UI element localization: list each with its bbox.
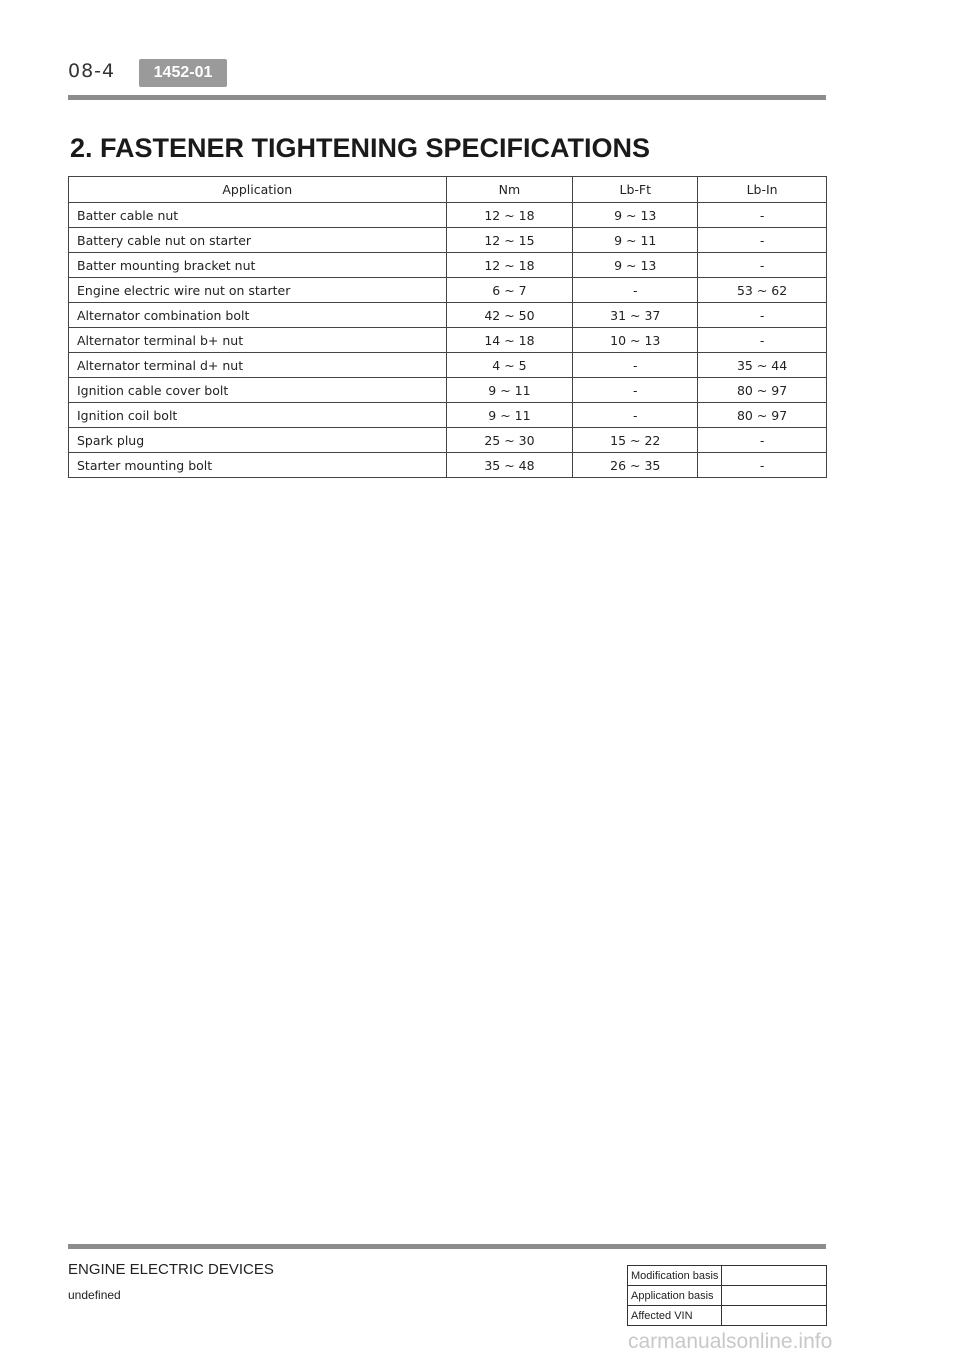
header-divider [68, 95, 826, 100]
column-header-lb-ft: Lb-Ft [573, 177, 698, 203]
cell-nm: 9 ~ 11 [446, 378, 573, 403]
cell-nm: 12 ~ 15 [446, 228, 573, 253]
cell-lb-in: - [698, 228, 827, 253]
cell-nm: 6 ~ 7 [446, 278, 573, 303]
cell-nm: 9 ~ 11 [446, 403, 573, 428]
basis-label: Application basis [628, 1286, 722, 1306]
basis-row-affected-vin [628, 1306, 827, 1326]
cell-lb-ft: 10 ~ 13 [573, 328, 698, 353]
cell-lb-ft: - [573, 378, 698, 403]
footer-divider [68, 1244, 826, 1249]
cell-lb-in: - [698, 453, 827, 478]
cell-nm: 42 ~ 50 [446, 303, 573, 328]
cell-lb-in: - [698, 428, 827, 453]
column-header-lb-in: Lb-In [698, 177, 827, 203]
cell-lb-in: 80 ~ 97 [698, 403, 827, 428]
cell-nm: 4 ~ 5 [446, 353, 573, 378]
cell-application: Ignition cable cover bolt [69, 378, 447, 403]
basis-label: Affected VIN [628, 1306, 722, 1326]
basis-value [722, 1306, 827, 1326]
section-title: 2. FASTENER TIGHTENING SPECIFICATIONS [70, 133, 651, 163]
cell-lb-in: - [698, 328, 827, 353]
cell-lb-in: - [698, 203, 827, 228]
basis-table [627, 1265, 827, 1326]
cell-nm: 14 ~ 18 [446, 328, 573, 353]
cell-lb-ft: 15 ~ 22 [573, 428, 698, 453]
cell-application: Spark plug [69, 428, 447, 453]
basis-row-modification [628, 1266, 827, 1286]
cell-lb-ft: 9 ~ 13 [573, 253, 698, 278]
cell-nm: 12 ~ 18 [446, 203, 573, 228]
table-row [69, 253, 827, 278]
cell-lb-ft: 9 ~ 11 [573, 228, 698, 253]
table-row [69, 328, 827, 353]
cell-lb-ft: 26 ~ 35 [573, 453, 698, 478]
table-row [69, 428, 827, 453]
cell-application: Battery cable nut on starter [69, 228, 447, 253]
basis-row-application [628, 1286, 827, 1306]
cell-lb-ft: - [573, 353, 698, 378]
table-row [69, 453, 827, 478]
table-row [69, 228, 827, 253]
cell-application: Ignition coil bolt [69, 403, 447, 428]
cell-application: Batter mounting bracket nut [69, 253, 447, 278]
torque-spec-table [68, 176, 827, 478]
cell-lb-ft: 9 ~ 13 [573, 203, 698, 228]
footer-chapter-title: ENGINE ELECTRIC DEVICES [68, 1261, 274, 1278]
cell-nm: 12 ~ 18 [446, 253, 573, 278]
table-row [69, 353, 827, 378]
cell-lb-in: 53 ~ 62 [698, 278, 827, 303]
cell-lb-ft: - [573, 278, 698, 303]
cell-lb-in: - [698, 253, 827, 278]
cell-application: Alternator terminal b+ nut [69, 328, 447, 353]
cell-lb-ft: 31 ~ 37 [573, 303, 698, 328]
cell-nm: 25 ~ 30 [446, 428, 573, 453]
basis-value [722, 1266, 827, 1286]
table-row [69, 378, 827, 403]
cell-application: Engine electric wire nut on starter [69, 278, 447, 303]
cell-lb-in: 35 ~ 44 [698, 353, 827, 378]
cell-application: Alternator terminal d+ nut [69, 353, 447, 378]
column-header-application: Application [69, 177, 447, 203]
footer-subtitle: undefined [68, 1288, 121, 1302]
cell-nm: 35 ~ 48 [446, 453, 573, 478]
watermark: carmanualsonline.info [628, 1330, 833, 1353]
cell-application: Alternator combination bolt [69, 303, 447, 328]
table-header-row [69, 177, 827, 203]
cell-application: Starter mounting bolt [69, 453, 447, 478]
table-row [69, 203, 827, 228]
basis-label: Modification basis [628, 1266, 722, 1286]
table-row [69, 403, 827, 428]
cell-application: Batter cable nut [69, 203, 447, 228]
cell-lb-in: - [698, 303, 827, 328]
page-number: 08-4 [68, 60, 116, 82]
table-row [69, 303, 827, 328]
basis-value [722, 1286, 827, 1306]
column-header-nm: Nm [446, 177, 573, 203]
cell-lb-in: 80 ~ 97 [698, 378, 827, 403]
table-row [69, 278, 827, 303]
section-code-badge: 1452-01 [139, 59, 227, 87]
cell-lb-ft: - [573, 403, 698, 428]
